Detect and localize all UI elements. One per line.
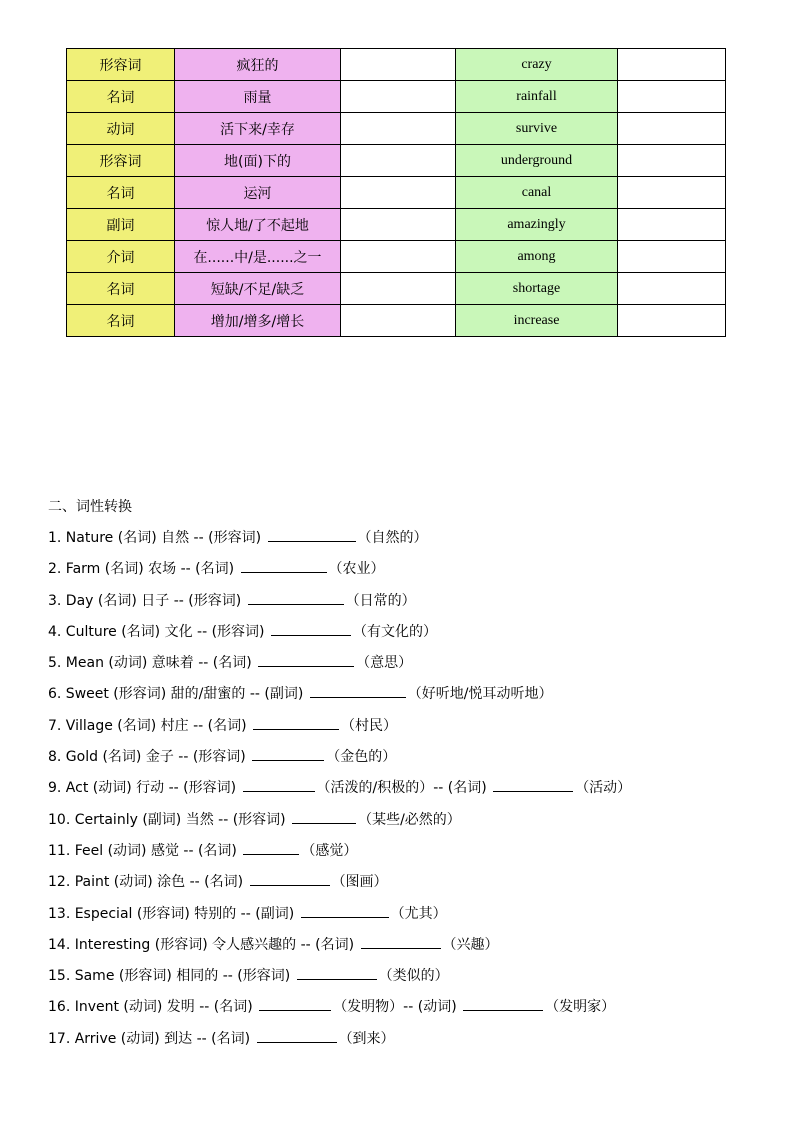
answer-blank[interactable] [248,590,344,605]
answer-blank[interactable] [292,809,356,824]
vocabulary-table [66,48,726,337]
part-of-speech-cell: 介词 [67,241,175,273]
exercise-hint: （活动） [575,780,632,797]
exercise-prompt: 8. Gold (名词) 金子 -- (形容词) [48,749,251,766]
blank-answer-cell[interactable] [341,209,456,241]
exercise-prompt: 2. Farm (名词) 农场 -- (名词) [48,561,239,578]
exercise-hint: （自然的） [357,530,428,546]
exercise-item [48,652,631,683]
blank-answer-cell[interactable] [618,49,726,81]
vocab-row [67,49,726,81]
blank-answer-cell[interactable] [618,145,726,177]
exercise-item [48,965,631,996]
exercise-prompt: 5. Mean (动词) 意味着 -- (名词) [48,655,257,672]
exercise-prompt: 4. Culture (名词) 文化 -- (形容词) [48,623,269,640]
exercise-hint: （发明家） [545,999,616,1016]
vocab-row [67,241,726,273]
exercise-hint: （有文化的） [352,623,437,640]
exercise-item [48,746,631,777]
part-of-speech-cell: 名词 [67,177,175,209]
english-word-cell: rainfall [456,81,618,113]
exercise-hint: （村民） [341,717,398,734]
chinese-meaning-cell: 疯狂的 [175,49,341,81]
exercise-item [48,621,631,652]
exercise-hint: （农业） [328,561,385,578]
exercise-prompt: 11. Feel (动词) 感觉 -- (名词) [48,842,242,859]
answer-blank[interactable] [310,683,406,698]
chinese-meaning-cell: 在......中/是......之一 [175,241,341,273]
exercise-prompt: 6. Sweet (形容词) 甜的/甜蜜的 -- (副词) [48,686,308,703]
english-word-cell: underground [456,145,618,177]
english-word-cell: shortage [456,273,618,305]
answer-blank[interactable] [258,652,354,667]
blank-answer-cell[interactable] [341,49,456,81]
answer-blank[interactable] [259,996,331,1011]
vocab-row [67,81,726,113]
exercise-prompt: 17. Arrive (动词) 到达 -- (名词) [48,1030,255,1047]
chinese-meaning-cell: 惊人地/了不起地 [175,209,341,241]
blank-answer-cell[interactable] [341,241,456,273]
exercise-prompt: 13. Especial (形容词) 特别的 -- (副词) [48,905,299,922]
vocab-row [67,145,726,177]
exercise-hint: （金色的） [326,749,397,766]
answer-blank[interactable] [493,777,573,792]
exercise-item [48,996,631,1027]
exercise-hint: （发明物）-- (动词) [333,999,462,1016]
answer-blank[interactable] [268,527,356,542]
answer-blank[interactable] [297,965,377,980]
blank-answer-cell[interactable] [341,177,456,209]
exercise-prompt: 12. Paint (动词) 涂色 -- (名词) [48,874,248,891]
blank-answer-cell[interactable] [341,113,456,145]
exercise-prompt: 15. Same (形容词) 相同的 -- (形容词) [48,968,295,985]
english-word-cell: crazy [456,49,618,81]
exercise-hint: （尤其） [390,905,447,922]
answer-blank[interactable] [252,746,324,761]
blank-answer-cell[interactable] [618,209,726,241]
chinese-meaning-cell: 活下来/幸存 [175,113,341,145]
vocab-row [67,209,726,241]
part-of-speech-cell: 形容词 [67,145,175,177]
vocab-row [67,113,726,145]
exercise-hint: （兴趣） [442,936,499,953]
exercise-item [48,1028,631,1059]
blank-answer-cell[interactable] [341,81,456,113]
exercise-prompt: 10. Certainly (副词) 当然 -- (形容词) [48,811,291,828]
english-word-cell: amazingly [456,209,618,241]
english-word-cell: among [456,241,618,273]
answer-blank[interactable] [301,903,389,918]
answer-blank[interactable] [257,1028,337,1043]
answer-blank[interactable] [250,871,330,886]
answer-blank[interactable] [243,777,315,792]
blank-answer-cell[interactable] [618,177,726,209]
blank-answer-cell[interactable] [341,145,456,177]
chinese-meaning-cell: 增加/增多/增长 [175,305,341,337]
answer-blank[interactable] [361,934,441,949]
exercise-item [48,683,631,714]
blank-answer-cell[interactable] [618,273,726,305]
blank-answer-cell[interactable] [341,273,456,305]
exercise-hint: （图画） [331,874,388,891]
part-of-speech-cell: 动词 [67,113,175,145]
exercise-prompt: 9. Act (动词) 行动 -- (形容词) [48,780,241,797]
part-of-speech-cell: 副词 [67,209,175,241]
english-word-cell: increase [456,305,618,337]
exercise-hint: （好听地/悦耳动听地） [407,686,553,703]
blank-answer-cell[interactable] [618,113,726,145]
english-word-cell: survive [456,113,618,145]
exercise-item [48,558,631,589]
exercise-item [48,903,631,934]
vocab-row [67,305,726,337]
answer-blank[interactable] [243,840,299,855]
exercise-prompt: 16. Invent (动词) 发明 -- (名词) [48,999,258,1016]
exercise-prompt: 1. Nature (名词) 自然 -- (形容词) [48,530,266,546]
exercise-item [48,840,631,871]
exercise-hint: （到来） [338,1030,395,1047]
english-word-cell: canal [456,177,618,209]
exercise-item [48,590,631,621]
answer-blank[interactable] [253,715,339,730]
chinese-meaning-cell: 运河 [175,177,341,209]
answer-blank[interactable] [463,996,543,1011]
answer-blank[interactable] [271,621,351,636]
part-of-speech-cell: 名词 [67,273,175,305]
exercise-item [48,934,631,965]
answer-blank[interactable] [241,558,327,573]
chinese-meaning-cell: 短缺/不足/缺乏 [175,273,341,305]
exercise-list [48,527,631,1059]
exercise-item [48,527,631,558]
section-title: 二、词性转换 [48,499,132,515]
blank-answer-cell[interactable] [618,305,726,337]
part-of-speech-cell: 名词 [67,305,175,337]
blank-answer-cell[interactable] [341,305,456,337]
chinese-meaning-cell: 雨量 [175,81,341,113]
exercise-hint: （感觉） [301,842,358,859]
exercise-item [48,777,631,808]
exercise-hint: （活泼的/积极的）-- (名词) [316,780,492,797]
exercise-item [48,809,631,840]
exercise-prompt: 3. Day (名词) 日子 -- (形容词) [48,592,246,609]
exercise-item [48,871,631,902]
part-of-speech-cell: 名词 [67,81,175,113]
exercise-prompt: 14. Interesting (形容词) 令人感兴趣的 -- (名词) [48,936,359,953]
exercise-hint: （日常的） [345,592,416,609]
blank-answer-cell[interactable] [618,241,726,273]
part-of-speech-cell: 形容词 [67,49,175,81]
exercise-hint: （类似的） [378,968,449,985]
exercise-prompt: 7. Village (名词) 村庄 -- (名词) [48,717,252,734]
exercise-hint: （意思） [356,655,413,672]
vocab-row [67,177,726,209]
blank-answer-cell[interactable] [618,81,726,113]
vocab-row [67,273,726,305]
chinese-meaning-cell: 地(面)下的 [175,145,341,177]
exercise-item [48,715,631,746]
exercise-hint: （某些/必然的） [358,811,461,828]
